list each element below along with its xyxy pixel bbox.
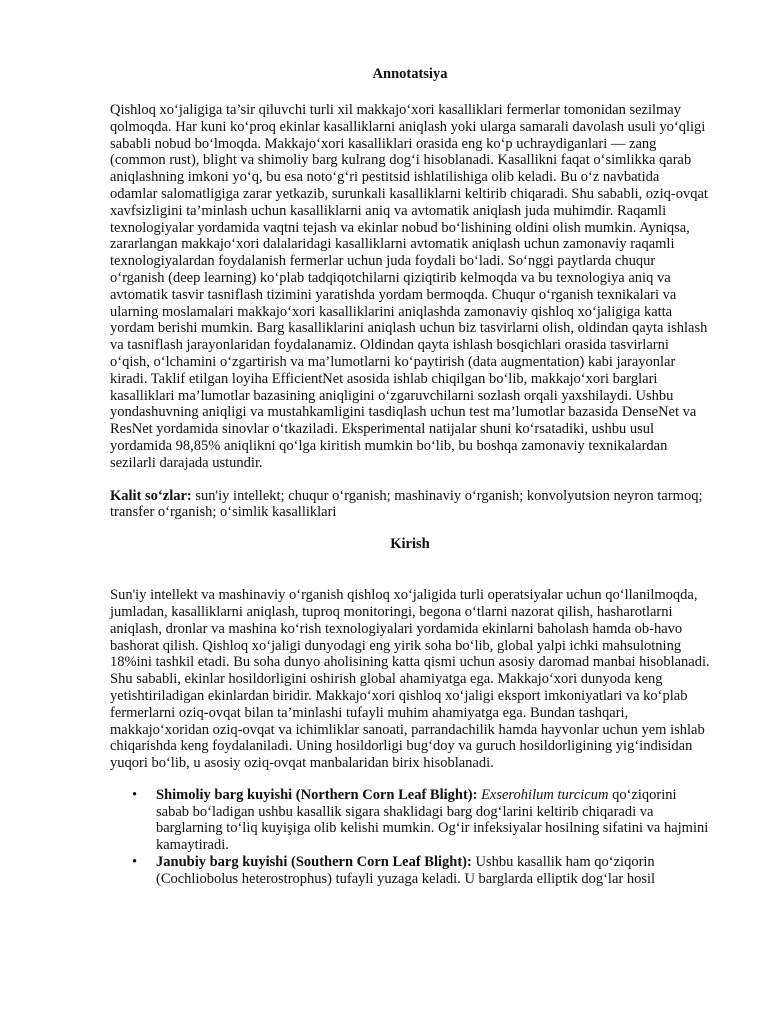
- list-item: [110, 854, 710, 888]
- keywords-label: Kalit so‘zlar:: [110, 487, 192, 504]
- disease-list: [110, 787, 710, 888]
- disease-text: qo‘ziqorini sabab bo‘ladigan ushbu kasallik sigara shaklidagi barg dog‘larini keltirib chiqaradi va barglarning to‘liq kuyişiga olib kelishi mumkin. Og‘ir infeksiyalar hosilning sifatini va hajmini kamaytiradi.: [156, 786, 709, 854]
- keywords-paragraph: [110, 488, 710, 522]
- keywords-text: sun'iy intellekt; chuqur o‘rganish; mashinaviy o‘rganish; konvolyutsion neyron tarmoq; transfer o‘rganish; o‘simlik kasalliklari: [110, 487, 703, 521]
- disease-species: Exserohilum turcicum: [481, 786, 609, 803]
- disease-text: Ushbu kasallik ham qo‘ziqorin (Cochliobolus heterostrophus) tufayli yuzaga keladi. U barglarda elliptik dog‘lar hosil: [156, 854, 656, 887]
- disease-name: Shimoliy barg kuyishi (Northern Corn Leaf Blight):: [156, 786, 478, 803]
- annotation-body: Qishloq xo‘jaligiga ta’sir qiluvchi turli xil makkajo‘xori kasalliklari fermerlar tomonidan sezilmay qolmoqda. Har kuni ko‘proq ekinlar kasalliklarni aniqlash yoki ularga samarali davolash usuli yo‘qligi sababli nobud bo‘lmoqda. Makkajo‘xori kasalliklari orasida eng ko‘p uchraydiganlari — zang (common rust), blight va shimoliy barg kulrang dog‘i hisoblanadi. Kasallikni faqat o‘simlikka qarab aniqlashning imkoni yo‘q, bu esa noto‘g‘ri pestitsid ishlatilishiga olib keladi. Bu o‘z navbatida odamlar salomatligiga zarar yetkazib, surunkali kasalliklarni keltirib chiqaradi. Shu sababli, oziq-ovqat xavfsizligini ta’minlash uchun kasalliklarni aniq va avtomatik aniqlash juda muhimdir. Raqamli texnologiyalar yordamida vaqtni tejash va ekinlar nobud bo‘lishining oldini olish mumkin. Ayniqsa, zararlangan makkajo‘xori dalalaridagi kasalliklarni avtomatik aniqlash uchun zamonaviy raqamli texnologiyalardan foydalanish fermerlar uchun juda foydali bo‘ladi. So‘nggi paytlarda chuqur o‘rganish (deep learning) ko‘plab tadqiqotchilarni qiziqtirib kelmoqda va bu texnologiya aniq va avtomatik tasvir tasniflash tizimini yaratishda yordam bermoqda. Chuqur o‘rganish texnikalari va ularning moslamalari makkajo‘xori kasalliklarini aniqlashda zamonaviy qishloq xo‘jaligiga katta yordam berishi mumkin. Barg kasalliklarini aniqlash uchun biz tasvirlarni olish, oldindan qayta ishlash va tasniflash jarayonlaridan foydalanamiz. Oldindan qayta ishlash bosqichlari orasida tasvirlarni o‘qish, o‘lchamini o‘zgartirish va ma’lumotlarni ko‘paytirish (data augmentation) kabi jarayonlar kiradi. Taklif etilgan loyiha EfficientNet asosida ishlab chiqilgan bo‘lib, makkajo‘xori barglari kasalliklari ma’lumotlar bazasining aniqligini o‘zgaruvchilarni sozlash orqali yaxshilaydi. Ushbu yondashuvning aniqligi va mustahkamligini tasdiqlash uchun test ma’lumotlar bazasida DenseNet va ResNet yordamida sinovlar o‘tkaziladi. Eksperimental natijalar shuni ko‘rsatadiki, ushbu usul yordamida 98,85% aniqlikni qo‘lga kiritish mumkin bo‘lib, bu boshqa zamonaviy texnikalardan sezilarli darajada ustundir.: [110, 102, 708, 471]
- disease-name: Janubiy barg kuyishi (Southern Corn Leaf Blight):: [156, 854, 472, 871]
- intro-title: Kirish: [390, 536, 430, 553]
- annotation-title: Annotatsiya: [372, 66, 448, 82]
- bullet-icon: •: [132, 854, 138, 871]
- intro-body: Sun'iy intellekt va mashinaviy o‘rganish qishloq xo‘jaligida turli operatsiyalar uchun qo‘llanilmoqda, jumladan, kasalliklarni aniqlash, tuproq monitoringi, begona o‘tlarni nazorat qilish, hasharotlarni aniqlash, dronlar va mashina ko‘rish texnologiyalari yordamida ekinlarni baholash hamda ob-havo bashorat qilish. Qishloq xo‘jaligi dunyodagi eng yirik soha bo‘lib, global yalpi ichki mahsulotning 18%ini tashkil etadi. Bu soha dunyo aholisining katta qismi uchun asosiy daromad manbai hisoblanadi. Shu sababli, ekinlar hosildorligini oshirish global ahamiyatga ega. Makkajo‘xori dunyoda keng yetishtiriladigan ekinlardan biridir. Makkajo‘xori qishloq xo‘jaligi eksport imkoniyatlari va ko‘plab fermerlarni oziq-ovqat bilan ta’minlashi tufayli muhim ahamiyatga ega. Bundan tashqari, makkajo‘xoridan oziq-ovqat va ichimliklar sanoati, parrandachilik hamda hayvonlar uchun yem ishlab chiqarishda keng foydalaniladi. Uning hosildorligi bug‘doy va guruch hosildorligining yig‘indisidan yuqori bo‘lib, u asosiy oziq-ovqat manbalaridan birix hisoblanadi.: [110, 587, 710, 772]
- bullet-icon: •: [132, 786, 138, 803]
- list-item: [110, 787, 710, 854]
